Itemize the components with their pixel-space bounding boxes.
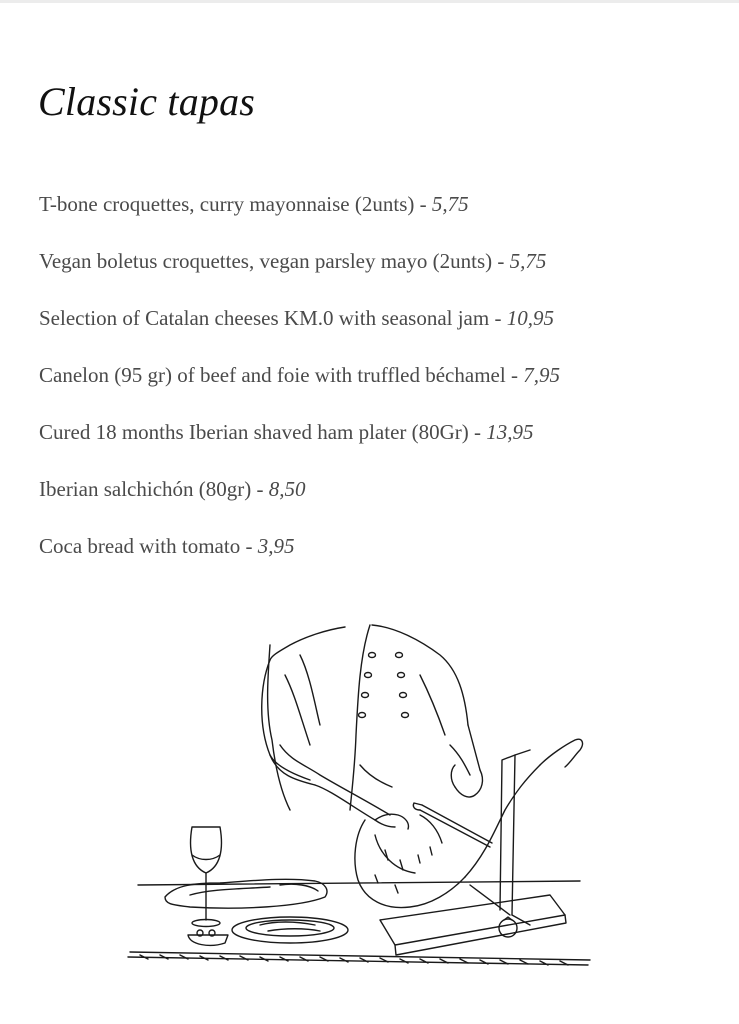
item-name: T-bone croquettes, curry mayonnaise (2unts) xyxy=(39,192,415,216)
left-arm xyxy=(262,660,409,829)
item-name: Cured 18 months Iberian shaved ham plater (80Gr) xyxy=(39,420,469,444)
item-price: 13,95 xyxy=(486,420,534,444)
tapas-menu-list xyxy=(39,186,560,585)
item-price: 5,75 xyxy=(509,249,547,273)
item-name: Canelon (95 gr) of beef and foie with truffled béchamel xyxy=(39,363,511,387)
price-separator: - xyxy=(414,192,432,216)
page-title: Classic tapas xyxy=(38,79,256,124)
item-price: 3,95 xyxy=(257,534,295,558)
menu-item xyxy=(39,471,560,528)
item-name: Coca bread with tomato xyxy=(39,534,241,558)
menu-item xyxy=(39,357,560,414)
price-separator: - xyxy=(240,534,258,558)
right-arm xyxy=(450,725,482,797)
carving-knife xyxy=(413,803,492,847)
price-separator: - xyxy=(468,420,487,444)
jacket-buttons-icon xyxy=(359,653,409,718)
item-name: Vegan boletus croquettes, vegan parsley mayo (2unts) xyxy=(39,249,493,273)
menu-item xyxy=(39,243,560,300)
menu-item xyxy=(39,414,560,471)
price-separator: - xyxy=(489,306,507,330)
top-border xyxy=(0,0,739,3)
menu-item xyxy=(39,528,560,585)
price-separator: - xyxy=(492,249,510,273)
item-name: Iberian salchichón (80gr) xyxy=(39,477,252,501)
ham-carving-illustration xyxy=(120,615,600,975)
price-separator: - xyxy=(251,477,269,501)
chef-torso xyxy=(268,625,468,810)
price-separator: - xyxy=(510,363,524,387)
wine-glass-icon xyxy=(191,827,222,927)
serving-plate xyxy=(232,917,348,943)
item-price: 10,95 xyxy=(506,306,554,330)
item-price: 5,75 xyxy=(431,192,469,216)
item-price: 7,95 xyxy=(523,363,560,387)
ham-stand xyxy=(380,750,566,955)
item-name: Selection of Catalan cheeses KM.0 with seasonal jam xyxy=(39,306,490,330)
menu-item xyxy=(39,300,560,357)
olive-bowl-icon xyxy=(188,930,228,945)
menu-item xyxy=(39,186,560,243)
item-price: 8,50 xyxy=(268,477,306,501)
